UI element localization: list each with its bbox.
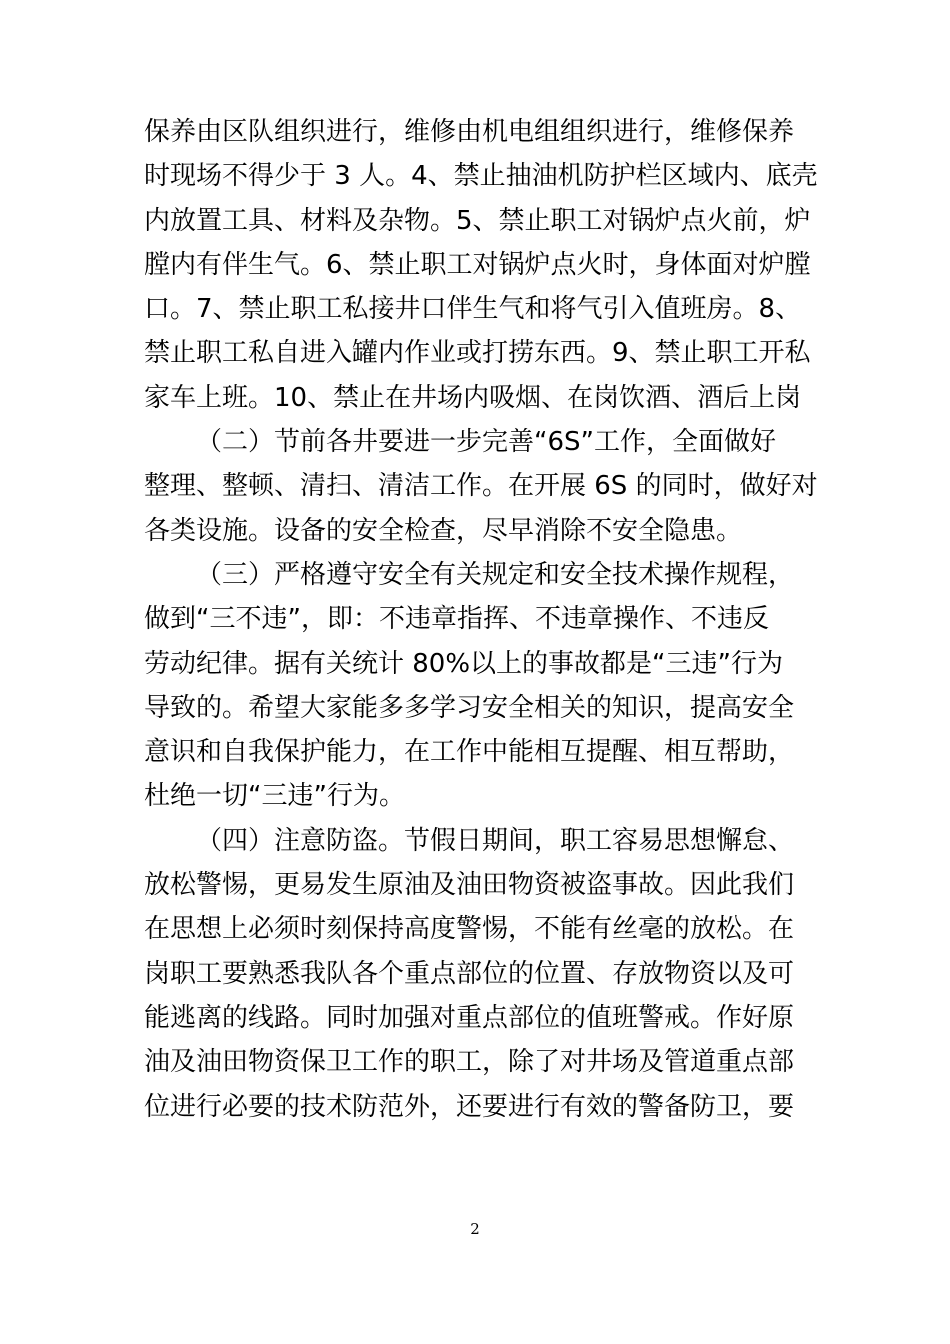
page-number: 2: [470, 1220, 480, 1238]
text-line: 放松警惕，更易发生原油及油田物资被盗事故。因此我们: [144, 870, 795, 901]
section-four-heading-line: （四）注意防盗。节假日期间，职工容易思想懈怠、: [196, 825, 795, 856]
text-line: 位进行必要的技术防范外，还要进行有效的警备防卫，要: [144, 1091, 795, 1122]
text-line: 岗职工要熟悉我队各个重点部位的位置、存放物资以及可: [144, 958, 795, 989]
text-line: 杜绝一切“三违”行为。: [144, 781, 405, 812]
text-line: 家车上班。10、禁止在井场内吸烟、在岗饮酒、酒后上岗: [144, 382, 802, 413]
text-line: 导致的。希望大家能多多学习安全相关的知识，提高安全: [144, 692, 795, 723]
text-line: 劳动纪律。据有关统计 80%以上的事故都是“三违”行为: [144, 648, 783, 679]
text-line: 整理、整顿、清扫、清洁工作。在开展 6S 的同时，做好对: [144, 471, 818, 502]
text-line: 各类设施。设备的安全检查，尽早消除不安全隐患。: [144, 515, 743, 546]
text-line: 口。7、禁止职工私接井口伴生气和将气引入值班房。8、: [144, 294, 802, 325]
text-line: 内放置工具、材料及杂物。5、禁止职工对锅炉点火前，炉: [144, 205, 811, 236]
text-line: 做到“三不违”，即：不违章指挥、不违章操作、不违反: [144, 604, 769, 635]
text-line: 保养由区队组织进行，维修由机电组组织进行，维修保养: [144, 117, 795, 147]
text-line: 能逃离的线路。同时加强对重点部位的值班警戒。作好原: [144, 1002, 795, 1033]
section-three-heading-line: （三）严格遵守安全有关规定和安全技术操作规程，: [196, 559, 795, 590]
text-line: 油及油田物资保卫工作的职工，除了对井场及管道重点部: [144, 1047, 795, 1078]
section-two-heading-line: （二）节前各井要进一步完善“6S”工作，全面做好: [196, 427, 776, 458]
text-line: 时现场不得少于 3 人。4、禁止抽油机防护栏区域内、底壳: [144, 161, 818, 192]
text-line: 在思想上必须时刻保持高度警惕，不能有丝毫的放松。在: [144, 914, 795, 945]
body-text: [144, 110, 818, 1129]
text-line: 禁止职工私自进入罐内作业或打捞东西。9、禁止职工开私: [144, 338, 811, 369]
text-line: 意识和自我保护能力，在工作中能相互提醒、相互帮助，: [144, 737, 795, 768]
text-line: 膛内有伴生气。6、禁止职工对锅炉点火时，身体面对炉膛: [144, 249, 811, 280]
